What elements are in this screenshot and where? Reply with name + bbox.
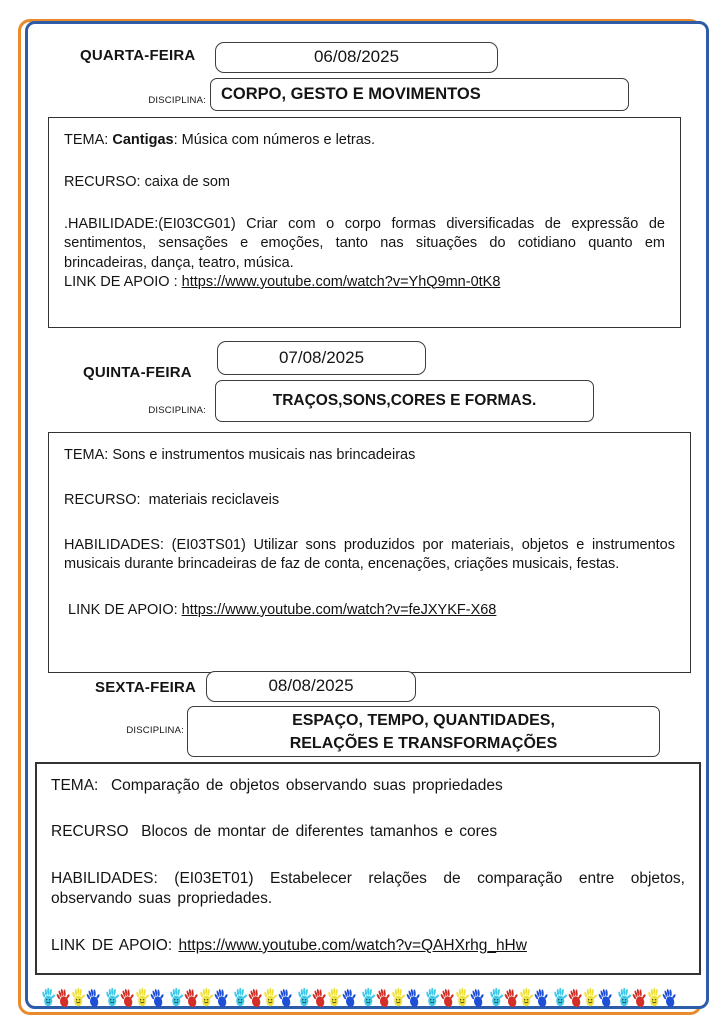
habilidade-line: HABILIDADES: (EI03TS01) Utilizar sons produzidos por materiais, objetos e instrumentos musicais durante brincadeiras de faz de conta, encenações, criações musicais, festas. <box>64 537 675 573</box>
blue-hand-icon <box>534 988 548 1007</box>
link-line <box>64 273 665 292</box>
discipline-name-line2: RELAÇÕES E TRANSFORMAÇÕES <box>289 734 558 752</box>
tema-line: TEMA: Sons e instrumentos musicais nas brincadeiras <box>64 447 416 463</box>
link-label: LINK DE APOIO: <box>64 601 182 618</box>
date-box-quarta <box>215 42 498 73</box>
cyan-hand-icon <box>361 988 375 1007</box>
yellow-hand-icon <box>263 988 277 1007</box>
tema-keyword: Cantigas <box>112 132 174 148</box>
habilidade-line: HABILIDADES: (EI03ET01) Estabelecer relações de comparação entre objetos, observando suas propriedades. <box>51 869 685 908</box>
blue-hand-icon <box>342 988 356 1007</box>
discipline-box-quarta <box>210 78 629 111</box>
date-box-quinta <box>217 341 426 375</box>
blue-hand-icon <box>278 988 292 1007</box>
yellow-hand-icon <box>199 988 213 1007</box>
day-label-quarta: QUARTA-FEIRA <box>80 47 196 64</box>
link-line <box>64 601 675 620</box>
tema-label: TEMA: <box>64 132 113 148</box>
cyan-hand-icon <box>105 988 119 1007</box>
yellow-hand-icon <box>71 988 85 1007</box>
cyan-hand-icon <box>425 988 439 1007</box>
hands-row <box>30 980 690 1007</box>
cyan-hand-icon <box>169 988 183 1007</box>
discipline-name-line1: ESPAÇO, TEMPO, QUANTIDADES, <box>292 712 555 729</box>
blue-hand-icon <box>406 988 420 1007</box>
red-hand-icon <box>120 988 134 1007</box>
blue-hand-icon <box>598 988 612 1007</box>
yellow-hand-icon <box>647 988 661 1007</box>
day-label-sexta: SEXTA-FEIRA <box>95 679 197 696</box>
cyan-hand-icon <box>489 988 503 1007</box>
red-hand-icon <box>504 988 518 1007</box>
yellow-hand-icon <box>135 988 149 1007</box>
cyan-hand-icon <box>233 988 247 1007</box>
yellow-hand-icon <box>519 988 533 1007</box>
recurso-line: RECURSO: materiais reciclaveis <box>64 492 280 509</box>
red-hand-icon <box>376 988 390 1007</box>
day-label-quinta: QUINTA-FEIRA <box>83 364 192 381</box>
yellow-hand-icon <box>583 988 597 1007</box>
support-link-sexta[interactable]: https://www.youtube.com/watch?v=QAHXrhg_hHw <box>178 936 527 954</box>
blue-hand-icon <box>86 988 100 1007</box>
red-hand-icon <box>248 988 262 1007</box>
tema-line: TEMA: Comparação de objetos observando suas propriedades <box>51 777 503 794</box>
support-link-quarta[interactable]: https://www.youtube.com/watch?v=YhQ9mn-0tK8 <box>181 273 501 290</box>
recurso-line: RECURSO Blocos de montar de diferentes tamanhos e cores <box>51 823 498 841</box>
tema-rest: : Música com números e letras. <box>173 132 376 148</box>
cyan-hand-icon <box>553 988 567 1007</box>
habilidade-line: .HABILIDADE:(EI03CG01) Criar com o corpo formas diversificadas de expressão de sentimentos, sensações e emoções, tanto nas situações do cotidiano quanto em brincadeiras, dança, teatro, música. <box>64 216 665 271</box>
blue-hand-icon <box>214 988 228 1007</box>
red-hand-icon <box>184 988 198 1007</box>
blue-hand-icon <box>470 988 484 1007</box>
tema-line <box>64 131 665 150</box>
blue-hand-icon <box>662 988 676 1007</box>
discipline-box-sexta <box>187 706 660 757</box>
content-box-sexta <box>35 762 701 975</box>
content-box-quarta <box>48 117 681 328</box>
date-box-sexta <box>206 671 416 702</box>
red-hand-icon <box>56 988 70 1007</box>
red-hand-icon <box>568 988 582 1007</box>
link-label: LINK DE APOIO: <box>51 936 179 954</box>
red-hand-icon <box>440 988 454 1007</box>
discipline-name: CORPO, GESTO E MOVIMENTOS <box>221 85 481 103</box>
cyan-hand-icon <box>617 988 631 1007</box>
yellow-hand-icon <box>455 988 469 1007</box>
link-label: LINK DE APOIO : <box>64 273 182 290</box>
discipline-name: TRAÇOS,SONS,CORES E FORMAS. <box>272 392 537 409</box>
date-value: 07/08/2025 <box>278 348 365 367</box>
cyan-hand-icon <box>41 988 55 1007</box>
support-link-quinta[interactable]: https://www.youtube.com/watch?v=feJXYKF-X68 <box>181 601 497 618</box>
red-hand-icon <box>632 988 646 1007</box>
red-hand-icon <box>312 988 326 1007</box>
date-value: 08/08/2025 <box>268 676 354 695</box>
blue-hand-icon <box>150 988 164 1007</box>
disciplina-label: DISCIPLINA: <box>126 725 184 736</box>
disciplina-label: DISCIPLINA: <box>148 405 206 416</box>
yellow-hand-icon <box>327 988 341 1007</box>
link-line <box>51 936 685 956</box>
discipline-box-quinta <box>215 380 594 422</box>
date-value: 06/08/2025 <box>313 47 400 66</box>
disciplina-label: DISCIPLINA: <box>148 95 206 106</box>
cyan-hand-icon <box>297 988 311 1007</box>
content-box-quinta <box>48 432 691 673</box>
recurso-line: RECURSO: caixa de som <box>64 174 230 191</box>
yellow-hand-icon <box>391 988 405 1007</box>
